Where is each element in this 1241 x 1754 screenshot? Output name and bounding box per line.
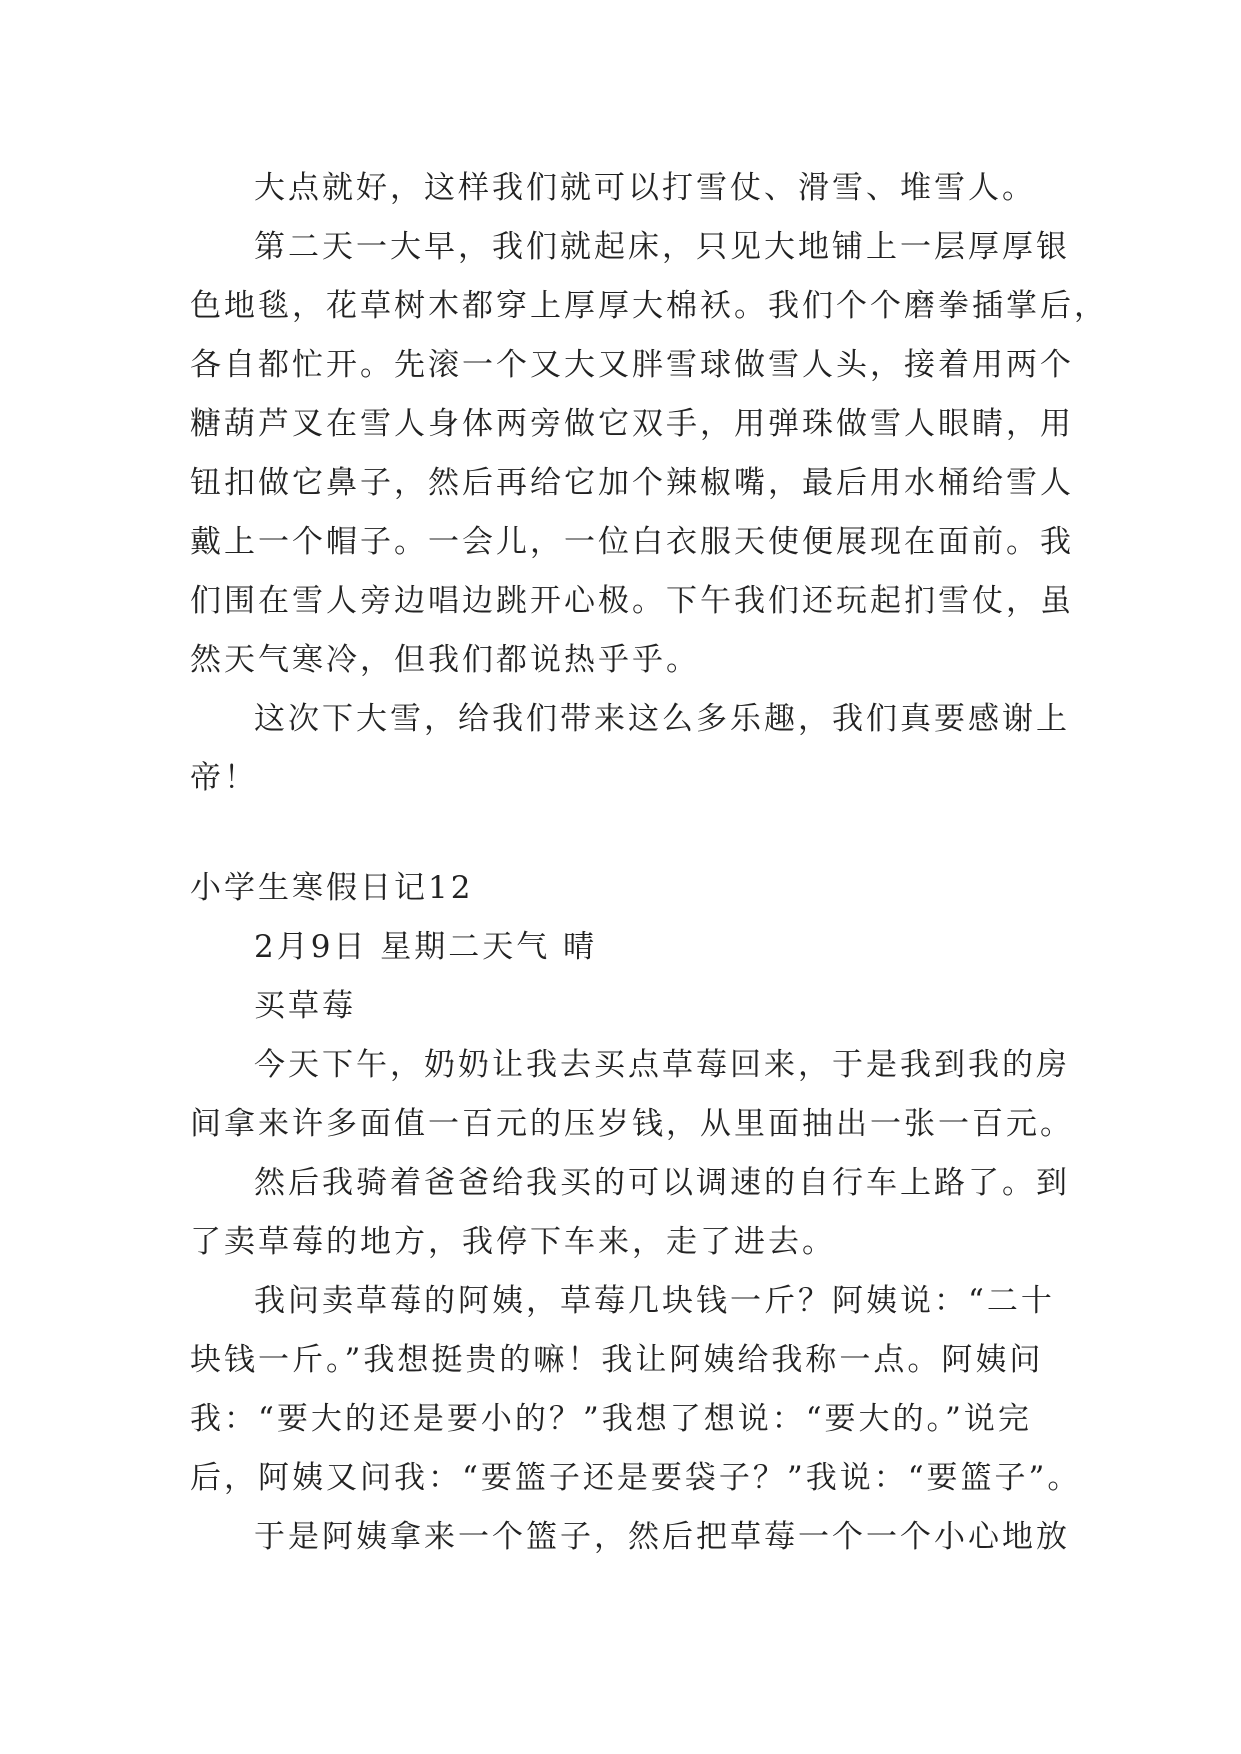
text-line: 间拿来许多面值一百元的压岁钱，从里面抽出一张一百元。	[190, 1106, 1074, 1142]
text-line: 各自都忙开。先滚一个又大又胖雪球做雪人头，接着用两个	[190, 347, 1074, 383]
text-line: 这次下大雪，给我们带来这么多乐趣，我们真要感谢上	[254, 701, 1070, 737]
text-line: 第二天一大早，我们就起床，只见大地铺上一层厚厚银	[254, 229, 1070, 265]
text-line: 我问卖草莓的阿姨，草莓几块钱一斤？阿姨说：“二十	[254, 1283, 1055, 1319]
text-line: 大点就好，这样我们就可以打雪仗、滑雪、堆雪人。	[254, 170, 1036, 206]
text-line: 我：“要大的还是要小的？”我想了想说：“要大的。”说完	[190, 1401, 1032, 1437]
text-line: 色地毯，花草树木都穿上厚厚大棉袄。我们个个磨拳插掌后，	[190, 288, 1108, 324]
text-line: 糖葫芦叉在雪人身体两旁做它双手，用弹珠做雪人眼睛，用	[190, 406, 1074, 442]
text-line: 块钱一斤。”我想挺贵的嘛！我让阿姨给我称一点。阿姨问	[190, 1342, 1044, 1378]
date-weather-line: 2月9日 星期二天气 晴	[254, 929, 598, 965]
diary-title: 小学生寒假日记12	[190, 870, 474, 906]
text-line: 于是阿姨拿来一个篮子，然后把草莓一个一个小心地放	[254, 1519, 1070, 1555]
text-line: 了卖草莓的地方，我停下车来，走了进去。	[190, 1224, 836, 1260]
text-line: 钮扣做它鼻子，然后再给它加个辣椒嘴，最后用水桶给雪人	[190, 465, 1074, 501]
text-line: 帝！	[190, 760, 258, 796]
text-line: 然天气寒冷，但我们都说热乎乎。	[190, 642, 700, 678]
text-line: 后，阿姨又问我：“要篮子还是要袋子？”我说：“要篮子”。	[190, 1460, 1082, 1496]
entry-subtitle: 买草莓	[254, 988, 356, 1024]
text-line: 然后我骑着爸爸给我买的可以调速的自行车上路了。到	[254, 1165, 1070, 1201]
text-line: 今天下午，奶奶让我去买点草莓回来，于是我到我的房	[254, 1047, 1070, 1083]
text-line: 们围在雪人旁边唱边跳开心极。下午我们还玩起扪雪仗，虽	[190, 583, 1074, 619]
text-line: 戴上一个帽子。一会儿，一位白衣服天使便展现在面前。我	[190, 524, 1074, 560]
